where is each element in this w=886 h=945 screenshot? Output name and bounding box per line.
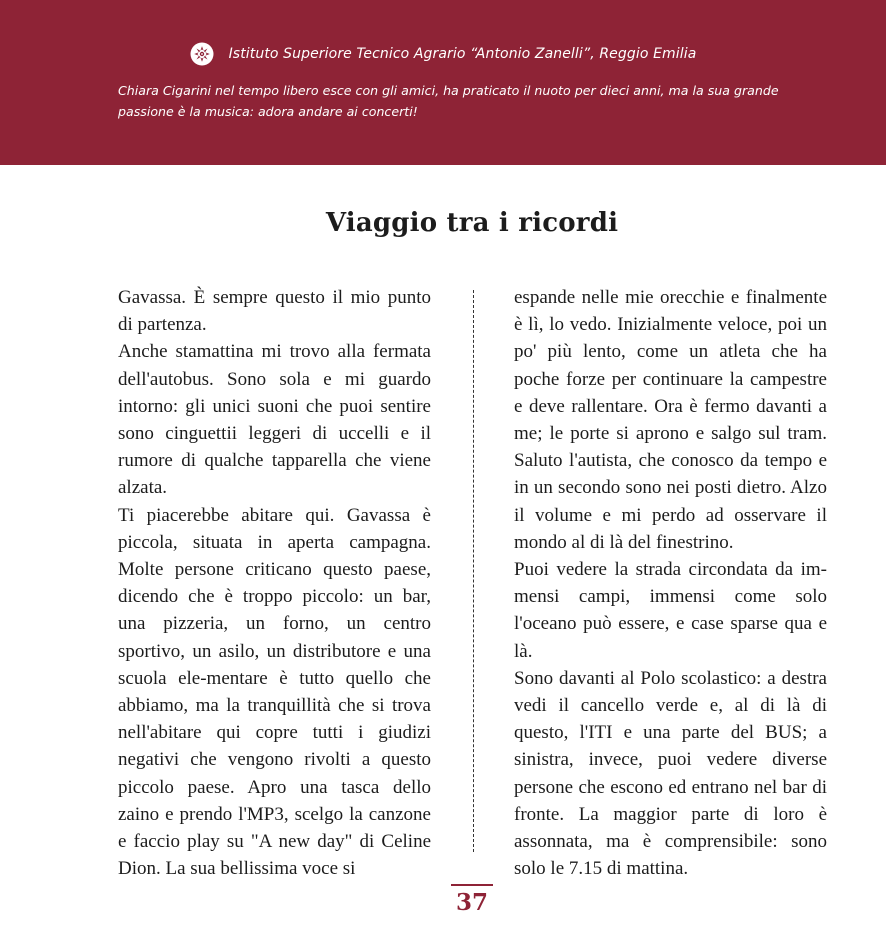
story-column-right xyxy=(514,284,827,882)
header-band xyxy=(0,0,886,165)
story-paragraph: Gavassa. È sempre questo il mio punto di partenza. xyxy=(118,287,431,336)
institute-name: Istituto Superiore Tecnico Agrario “Antonio Zanelli”, Reggio Emilia xyxy=(228,46,697,62)
author-intro: Chiara Cigarini nel tempo libero esce con gli amici, ha praticato il nuoto per dieci anni, ma la sua grande passione è la musica: adora andare ai concerti! xyxy=(118,83,779,119)
story-column-left xyxy=(118,284,431,882)
story-title: Viaggio tra i ricordi xyxy=(325,208,619,238)
story-paragraph: Ti piacerebbe abitare qui. Gavassa è piccola, situata in aperta campagna. Molte persone criticano questo paese, dicendo che è troppo piccolo: un bar, una pizzeria, un forno, un centro sportivo, un asilo, un distributore e una scuola ele-mentare è tutto quello che abbiamo, ma la tranquillità che si trova nell'abitare qui copre tutti i giudizi negativi che vengono rivolti a questo piccolo paese. Apro una tasca dello zaino e prendo l'MP3, scelgo la canzone e faccio play su "A new day" di Celine Dion. La sua bellissima voce si xyxy=(118,504,431,880)
column-divider xyxy=(473,290,474,852)
story-paragraph: Sono davanti al Polo scolastico: a destra vedi il cancello verde e, al di là di questo, l'ITI e una parte del BUS; a sinistra, invece, puoi vedere diverse persone che escono ed entrano nel bar di fronte. La maggior parte di loro è assonnata, ma è comprensibile: sono solo le 7.15 di mattina. xyxy=(514,667,827,880)
institute-emblem-icon xyxy=(190,42,214,66)
page-number: 37 xyxy=(455,889,488,916)
story-paragraph: Anche stamattina mi trovo alla fermata dell'autobus. Sono sola e mi guardo intorno: gli unici suoni che puoi sentire sono cinguettii leggeri di uccelli e il rumore di qualche tapparella che viene alzata. xyxy=(118,341,431,499)
institute-line xyxy=(0,42,886,66)
story-paragraph: espande nelle mie orecchie e finalmente è lì, lo vedo. Inizialmente veloce, poi un po' più lento, come un atleta che ha poche forze per continuare la campestre e deve rallentare. Ora è fermo davanti a me; le porte si aprono e salgo sul tram. Saluto l'autista, che conosco da tempo e in un secondo sono nei posti dietro. Alzo il volume e mi perdo ad osservare il mondo al di là del finestrino. xyxy=(514,287,827,553)
story-paragraph: Puoi vedere la strada circondata da im-mensi campi, immensi come solo l'oceano può essere, e case sparse qua e là. xyxy=(514,559,827,662)
page-footer xyxy=(451,884,493,920)
